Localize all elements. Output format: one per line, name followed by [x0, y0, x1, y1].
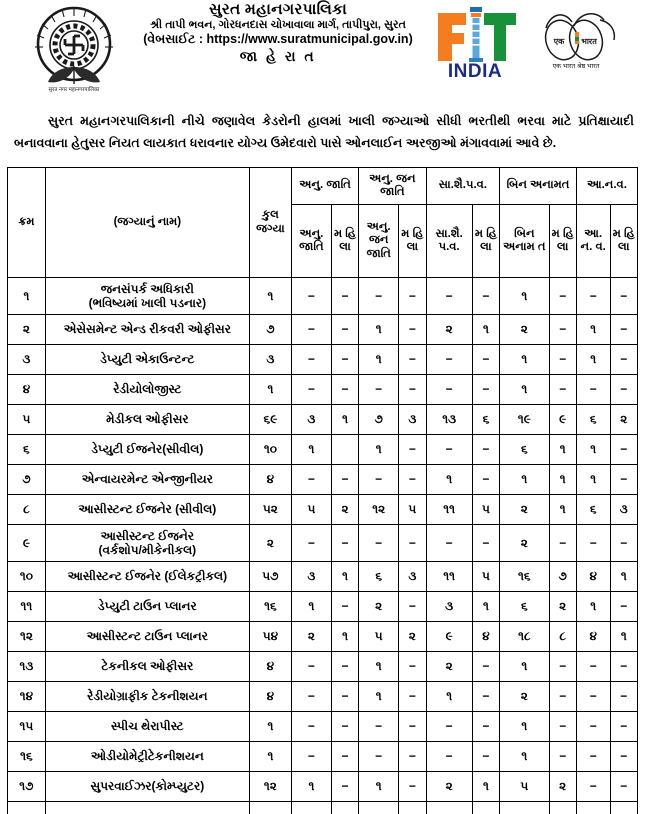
cell-sebc: ૨ [426, 652, 472, 682]
cell-sc-female: − [331, 742, 358, 772]
svg-text:सुरत नगर महानगरपालिका: सुरत नगर महानगरपालिका [48, 87, 100, 92]
fit-india-wordmark: INDIA [447, 61, 503, 81]
page-header [0, 0, 646, 98]
table-body [8, 278, 638, 814]
cell-unreserved-female: − [549, 682, 576, 712]
cell-st-female: ૨ [399, 622, 426, 652]
cell-unreserved-female: − [549, 345, 576, 375]
cell-sc-female: − [331, 315, 358, 345]
table-head [8, 168, 638, 278]
cell-sc: ૩ [291, 405, 331, 435]
cell-sc-female: − [331, 375, 358, 405]
cell-sc: − [291, 345, 331, 375]
cell-ews-female: − [610, 525, 637, 562]
cell-unreserved-female: ૨ [549, 592, 576, 622]
th-sub-ews-female: મ હિ લા [610, 205, 637, 278]
cell-sc: − [291, 712, 331, 742]
cell-sebc: − [426, 375, 472, 405]
th-post-name: (જગ્યાનું નામ) [45, 168, 249, 278]
cell-total-posts: ૧ [249, 742, 291, 772]
cell-total-posts: ૪ [249, 682, 291, 712]
cell-serial-number: ૧૦ [8, 562, 46, 592]
cell-sc-female: ૧ [331, 562, 358, 592]
th-group-st: અનુ. જન જાતિ [359, 168, 426, 205]
th-sub-st: અનુ. જન જાતિ [359, 205, 399, 278]
th-group-unreserved: બિન અનામત [500, 168, 577, 205]
table-row [8, 712, 638, 742]
cell-st-female: ૩ [399, 405, 426, 435]
cell-st-female: − [399, 345, 426, 375]
cell-sebc-female: ૧ [472, 772, 499, 802]
cell-sc: − [291, 525, 331, 562]
fit-india-logo [432, 3, 518, 81]
cell-ews-female: − [610, 712, 637, 742]
cell-ews-female: − [610, 435, 637, 465]
cell-total-posts: ૪ [249, 465, 291, 495]
cell-sebc: − [426, 742, 472, 772]
cell-ews: ૪ [576, 622, 610, 652]
cell-unreserved-female: ૯ [549, 405, 576, 435]
cell-unreserved: ૧૮ [500, 622, 549, 652]
table-row [8, 495, 638, 525]
cell-serial-number: ૧૨ [8, 622, 46, 652]
table-row [8, 465, 638, 495]
cell-post-name: આસીસ્ટન્ટ ઈજનેર (ઈલેકટ્રીકલ) [45, 562, 249, 592]
cell-st-female: − [399, 315, 426, 345]
cell-sebc: ૧૧ [426, 495, 472, 525]
cell-clipped [472, 802, 499, 814]
cell-serial-number: ૧૭ [8, 772, 46, 802]
cell-post-name: સ્પીચ થેરાપીસ્ટ [45, 712, 249, 742]
cell-post-name: આસીસ્ટન્ટ ઈજનેર (વર્કશોપ/મીકેનીકલ) [45, 525, 249, 562]
th-krama: ક્રમ [8, 168, 46, 278]
cell-unreserved-female: − [549, 525, 576, 562]
table-row [8, 345, 638, 375]
cell-post-name: મેડીકલ ઓફીસર [45, 405, 249, 435]
cell-sebc-female: − [472, 345, 499, 375]
cell-sc: ૧ [291, 772, 331, 802]
cell-st-female: − [399, 652, 426, 682]
cell-clipped [291, 802, 331, 814]
cell-sc-female: − [331, 465, 358, 495]
th-group-sc: અનુ. જાતિ [291, 168, 358, 205]
cell-unreserved: ૧ [500, 345, 549, 375]
cell-total-posts: ૭ [249, 315, 291, 345]
cell-ews: − [576, 525, 610, 562]
cell-unreserved-female: − [549, 742, 576, 772]
cell-sebc-female: − [472, 682, 499, 712]
cell-total-posts: ૧ [249, 375, 291, 405]
cell-clipped [359, 802, 399, 814]
cell-total-posts: ૫૭ [249, 562, 291, 592]
cell-sc-female: − [331, 712, 358, 742]
cell-ews: ૬ [576, 495, 610, 525]
cell-ews: − [576, 652, 610, 682]
cell-clipped [249, 802, 291, 814]
th-sub-sebc: સા.શૈ. પ.વ. [426, 205, 472, 278]
cell-ews: ૧ [576, 592, 610, 622]
cell-serial-number: ૩ [8, 345, 46, 375]
ek-bharat-caption: एक भारत श्रेष्ठ भारत [552, 63, 600, 70]
cell-sebc: ૧૧ [426, 562, 472, 592]
cell-sc: ૧ [291, 435, 331, 465]
th-sub-sebc-female: મ હિ લા [472, 205, 499, 278]
cell-sc-female [331, 435, 358, 465]
cell-st-female: ૫ [399, 495, 426, 525]
th-group-ews: આ.ન.વ. [576, 168, 637, 205]
cell-ews-female: − [610, 592, 637, 622]
cell-ews: − [576, 712, 610, 742]
cell-sebc: ૧૩ [426, 405, 472, 435]
th-sub-sc-female: મ હિ લા [331, 205, 358, 278]
cell-st: ૧ [359, 435, 399, 465]
cell-sebc-female: − [472, 742, 499, 772]
cell-total-posts: ૧૬ [249, 592, 291, 622]
cell-st: ૨ [359, 592, 399, 622]
cell-unreserved: ૧ [500, 465, 549, 495]
table-row [8, 772, 638, 802]
cell-serial-number: ૧૧ [8, 592, 46, 622]
cell-serial-number: ૧૫ [8, 712, 46, 742]
cell-post-name: ડેપ્યુટી ઈજનેર(સીવીલ) [45, 435, 249, 465]
cell-sebc: ૩ [426, 592, 472, 622]
cell-clipped [500, 802, 549, 814]
cell-unreserved: ૧ [500, 712, 549, 742]
cell-ews: − [576, 682, 610, 712]
cell-unreserved: ૧ [500, 652, 549, 682]
cell-st: − [359, 465, 399, 495]
cell-ews: − [576, 375, 610, 405]
cell-st-female: − [399, 772, 426, 802]
cell-sc: − [291, 682, 331, 712]
cell-post-name: રેડીયોગ્રાફીક ટેકનીશયન [45, 682, 249, 712]
cell-st: ૧ [359, 682, 399, 712]
cell-sc: − [291, 465, 331, 495]
table-row [8, 622, 638, 652]
table-row [8, 375, 638, 405]
cell-st: − [359, 375, 399, 405]
cell-ews-female: − [610, 315, 637, 345]
cell-unreserved: ૧૬ [500, 562, 549, 592]
cell-sc-female: − [331, 652, 358, 682]
cell-clipped [399, 802, 426, 814]
cell-ews-female: − [610, 278, 637, 315]
cell-sc: − [291, 375, 331, 405]
cell-unreserved-female: ૧ [549, 495, 576, 525]
cell-ews: ૪ [576, 562, 610, 592]
cell-sc: ૨ [291, 622, 331, 652]
cell-sc-female: ૧ [331, 622, 358, 652]
cell-post-name: એસેસમેન્ટ એન્ડ રીકવરી ઓફીસર [45, 315, 249, 345]
cell-st-female: − [399, 712, 426, 742]
cell-unreserved: ૨ [500, 525, 549, 562]
cell-post-name: એન્વાયરમેન્ટ એન્જીનીયર [45, 465, 249, 495]
cell-clipped [549, 802, 576, 814]
cell-st: ૧ [359, 345, 399, 375]
cell-serial-number: ૬ [8, 435, 46, 465]
cell-st-female: ૩ [399, 562, 426, 592]
cell-clipped [45, 802, 249, 814]
cell-total-posts: ૫૪ [249, 622, 291, 652]
cell-sc-female: − [331, 525, 358, 562]
cell-sc: − [291, 652, 331, 682]
cell-post-name: આસીસ્ટન્ટ ઈજનેર (સીવીલ) [45, 495, 249, 525]
notice-title: જા હે રા ત [239, 47, 317, 64]
cell-unreserved-female: ૨ [549, 772, 576, 802]
cell-sebc-female: − [472, 465, 499, 495]
th-sub-st-female: મ હિ લા [399, 205, 426, 278]
cell-unreserved-female: − [549, 315, 576, 345]
intro-paragraph: સુરત મહાનગરપાલિકાની નીચે જણાવેલ કેડરોની હાલમાં ખાલી જગ્યાઓ સીધી ભરતીથી ભરવા માટે પ્રતિક્ષાયાદી બનાવવાના હેતુસર નિયત લાયકાત ધરાવનાર યોગ્ય ઉમેદવારો પાસે ઓનલાઈન અરજીઓ મંગાવવામાં આવે છે. [14, 114, 634, 151]
organization-website: (વેબસાઈટ : https://www.suratmunicipal.gov.in) [143, 32, 413, 47]
th-group-sebc: સા.શૈ.પ.વ. [426, 168, 500, 205]
cell-sebc: ૨ [426, 315, 472, 345]
cell-post-name: રેડીયોલોજીસ્ટ [45, 375, 249, 405]
cell-ews-female: − [610, 375, 637, 405]
cell-sebc: − [426, 712, 472, 742]
cell-st-female: − [399, 742, 426, 772]
cell-unreserved: ૧ [500, 278, 549, 315]
table-row [8, 278, 638, 315]
cell-ews: ૧ [576, 465, 610, 495]
cell-post-name: આસીસ્ટન્ટ ટાઉન પ્લાનર [45, 622, 249, 652]
cell-total-posts: ૧૦ [249, 435, 291, 465]
cell-st-female: − [399, 682, 426, 712]
cell-post-name: સુપરવાઈઝર(કોમ્પ્યુટર) [45, 772, 249, 802]
organization-address: શ્રી તાપી ભવન, ગોરધનદાસ ચોખાવાલા માર્ગ, તાપીપુરા, સુરત [150, 18, 406, 31]
cell-serial-number: ૮ [8, 495, 46, 525]
cell-ews: − [576, 742, 610, 772]
cell-unreserved: ૧૯ [500, 405, 549, 435]
cell-sebc-female: ૧ [472, 592, 499, 622]
cell-sc: ૩ [291, 562, 331, 592]
ek-bharat-left-word: एक [553, 37, 565, 46]
table-row [8, 315, 638, 345]
cell-sebc-female: − [472, 435, 499, 465]
cell-sebc-female: − [472, 278, 499, 315]
vacancy-table [7, 167, 638, 814]
cell-sebc-female: ૫ [472, 495, 499, 525]
cell-sebc: ૨ [426, 772, 472, 802]
cell-unreserved-female: − [549, 652, 576, 682]
cell-sebc-female: ૧ [472, 315, 499, 345]
cell-post-name: ઓડીયોમેટ્રીટેકનીશયન [45, 742, 249, 772]
table-row [8, 682, 638, 712]
cell-sebc-female: ૬ [472, 405, 499, 435]
cell-ews-female: − [610, 742, 637, 772]
cell-st-female: − [399, 592, 426, 622]
cell-st-female: − [399, 375, 426, 405]
th-total-posts: કુલ જગ્યા [249, 168, 291, 278]
cell-sc: ૫ [291, 495, 331, 525]
cell-ews-female: ૧ [610, 622, 637, 652]
cell-st: − [359, 742, 399, 772]
cell-unreserved: ૬ [500, 435, 549, 465]
cell-serial-number: ૫ [8, 405, 46, 435]
cell-clipped [426, 802, 472, 814]
table-row [8, 525, 638, 562]
cell-unreserved: ૧ [500, 375, 549, 405]
cell-sc-female: − [331, 345, 358, 375]
cell-st: ૬ [359, 562, 399, 592]
cell-serial-number: ૧૩ [8, 652, 46, 682]
cell-unreserved-female: ૭ [549, 562, 576, 592]
cell-ews: − [576, 278, 610, 315]
cell-serial-number: ૯ [8, 525, 46, 562]
surat-municipal-corporation-logo [22, 4, 126, 92]
table-row [8, 562, 638, 592]
cell-sebc: ૯ [426, 622, 472, 652]
cell-serial-number: ૧૬ [8, 742, 46, 772]
organization-name: સુરત મહાનગરપાલિકા [208, 1, 347, 18]
cell-ews-female: − [610, 345, 637, 375]
cell-st: − [359, 712, 399, 742]
cell-unreserved-female: − [549, 375, 576, 405]
cell-st-female: − [399, 465, 426, 495]
cell-sebc-female: − [472, 525, 499, 562]
cell-st: ૧૨ [359, 495, 399, 525]
cell-clipped [576, 802, 610, 814]
cell-total-posts: ૬૯ [249, 405, 291, 435]
cell-serial-number: ૨ [8, 315, 46, 345]
cell-sc: − [291, 315, 331, 345]
cell-post-name: ડેપ્યુટી એકાઉન્ટન્ટ [45, 345, 249, 375]
cell-st: − [359, 278, 399, 315]
cell-post-name: જનસંપર્ક અધિકારી (ભવિષ્યમાં ખાલી પડનાર) [45, 278, 249, 315]
cell-sebc: − [426, 278, 472, 315]
th-sub-sc: અનુ. જાતિ [291, 205, 331, 278]
cell-clipped [8, 802, 46, 814]
cell-total-posts: ૧૨ [249, 772, 291, 802]
cell-sc-female: − [331, 592, 358, 622]
cell-total-posts: ૧ [249, 712, 291, 742]
cell-sc: − [291, 278, 331, 315]
cell-st-female: − [399, 435, 426, 465]
cell-unreserved: ૬ [500, 592, 549, 622]
header-row-groups [8, 168, 638, 205]
cell-sebc-female: ૪ [472, 622, 499, 652]
cell-total-posts: ૫૨ [249, 495, 291, 525]
cell-clipped [610, 802, 637, 814]
cell-post-name: ડેપ્યુટી ટાઉન પ્લાનર [45, 592, 249, 622]
table-row-partial [8, 802, 638, 814]
cell-sc-female: ૨ [331, 495, 358, 525]
cell-sebc-female: − [472, 652, 499, 682]
cell-ews: ૬ [576, 405, 610, 435]
cell-serial-number: ૧૪ [8, 682, 46, 712]
cell-unreserved-female: − [549, 278, 576, 315]
cell-st: ૭ [359, 405, 399, 435]
ek-bharat-shreshtha-bharat-logo [534, 6, 624, 80]
cell-serial-number: ૧ [8, 278, 46, 315]
ek-bharat-right-word: भारत [581, 37, 597, 46]
cell-st: − [359, 525, 399, 562]
cell-sc-female: − [331, 278, 358, 315]
cell-unreserved: ૨ [500, 495, 549, 525]
cell-total-posts: ૨ [249, 525, 291, 562]
th-sub-unreserved: બિન અનામ ત [500, 205, 549, 278]
table-row [8, 592, 638, 622]
cell-st-female: − [399, 278, 426, 315]
cell-sc-female: − [331, 682, 358, 712]
cell-unreserved: ૧ [500, 742, 549, 772]
vacancy-table-container [0, 154, 646, 814]
cell-ews-female: ૨ [610, 405, 637, 435]
cell-ews-female: ૧ [610, 562, 637, 592]
cell-ews-female: − [610, 772, 637, 802]
cell-ews: ૧ [576, 315, 610, 345]
cell-sc: ૧ [291, 592, 331, 622]
cell-sebc-female: ૫ [472, 562, 499, 592]
cell-sebc: − [426, 525, 472, 562]
cell-sebc-female: − [472, 375, 499, 405]
table-row [8, 405, 638, 435]
header-titles [128, 2, 428, 63]
cell-sebc: − [426, 435, 472, 465]
cell-serial-number: ૪ [8, 375, 46, 405]
cell-ews: ૧ [576, 435, 610, 465]
table-row [8, 435, 638, 465]
cell-sebc-female: − [472, 712, 499, 742]
cell-st: ૧ [359, 315, 399, 345]
th-sub-unreserved-female: મ હિ લા [549, 205, 576, 278]
cell-total-posts: ૧ [249, 278, 291, 315]
cell-clipped [331, 802, 358, 814]
cell-unreserved: ૨ [500, 315, 549, 345]
cell-sebc: ૧ [426, 465, 472, 495]
table-row [8, 742, 638, 772]
cell-total-posts: ૩ [249, 345, 291, 375]
cell-ews-female: − [610, 465, 637, 495]
cell-st: ૧ [359, 652, 399, 682]
cell-st: ૫ [359, 622, 399, 652]
cell-ews-female: − [610, 682, 637, 712]
cell-unreserved-female: − [549, 712, 576, 742]
cell-unreserved-female: ૮ [549, 622, 576, 652]
cell-ews: − [576, 772, 610, 802]
cell-post-name: ટેકનીકલ ઓફીસર [45, 652, 249, 682]
cell-sebc: ૧ [426, 682, 472, 712]
th-sub-ews: આ. ન. વ. [576, 205, 610, 278]
cell-ews-female: ૩ [610, 495, 637, 525]
cell-serial-number: ૭ [8, 465, 46, 495]
cell-sc-female: ૧ [331, 405, 358, 435]
cell-unreserved: ૨ [500, 682, 549, 712]
cell-unreserved-female: ૧ [549, 435, 576, 465]
cell-st: ૧ [359, 772, 399, 802]
cell-sebc: − [426, 345, 472, 375]
cell-sc: − [291, 742, 331, 772]
cell-st-female: − [399, 525, 426, 562]
cell-ews-female: − [610, 652, 637, 682]
table-row [8, 652, 638, 682]
cell-unreserved-female: ૧ [549, 465, 576, 495]
cell-total-posts: ૪ [249, 652, 291, 682]
cell-unreserved: ૫ [500, 772, 549, 802]
cell-ews: ૧ [576, 345, 610, 375]
cell-sc-female: − [331, 772, 358, 802]
